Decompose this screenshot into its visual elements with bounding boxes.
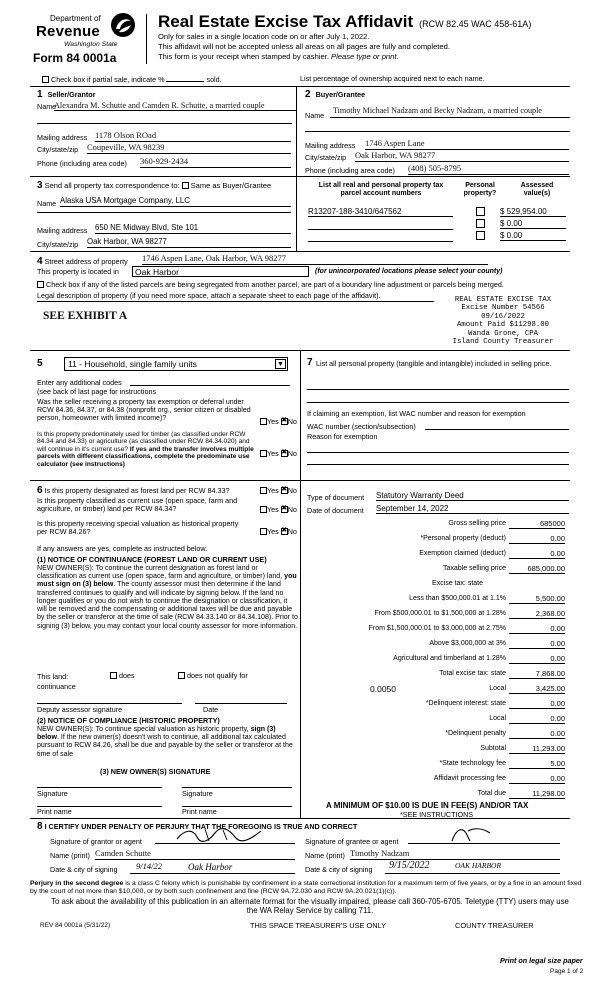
fee-row: Local 3,425.00: [489, 684, 565, 693]
correspondence-name-field[interactable]: Alaska USA Mortgage Company, LLC: [60, 197, 291, 207]
fee-row: Taxable selling price 685,000.00: [442, 564, 565, 573]
current-use-no-checkbox[interactable]: [281, 506, 288, 513]
fee-row: From $1,500,000.01 to $3,000,000 at 2.75% 0.00: [368, 624, 565, 633]
fee-row: Excise tax: state: [432, 580, 483, 587]
dor-logo: Department of Revenue Washington State Form 84 0001a: [30, 12, 142, 66]
use-code-select[interactable]: 11 - Household, single family units ▼: [64, 357, 288, 371]
fee-row: Agricultural and timberland at 1.28% 0.00: [393, 654, 565, 663]
same-as-buyer-checkbox[interactable]: [182, 182, 189, 189]
partial-sale-checkbox[interactable]: [42, 76, 49, 83]
historic-yes-checkbox[interactable]: [260, 528, 267, 535]
seller-city-field[interactable]: Coupeville, WA 98239: [87, 143, 291, 154]
wac-number-field[interactable]: [425, 421, 569, 430]
q2-yes-checkbox[interactable]: [260, 450, 267, 457]
street-address-field[interactable]: 1746 Aspen Lane, Oak Harbor, WA 98277: [142, 254, 488, 265]
buyer-city-field[interactable]: Oak Harbor, WA 98277: [355, 151, 569, 162]
q1-yes-checkbox[interactable]: [260, 418, 267, 425]
grantee-date-city-field[interactable]: 9/15/2022 OAK HARBOR: [385, 861, 560, 874]
grantor-date-city-field[interactable]: 9/14/22 Oak Harbor: [130, 862, 295, 874]
current-use-yes-checkbox[interactable]: [260, 506, 267, 513]
q1-no-checkbox[interactable]: [281, 418, 288, 425]
personal-property-deduct-field[interactable]: 0.00: [509, 535, 565, 544]
dropdown-arrow-icon[interactable]: ▼: [275, 359, 286, 369]
partial-sale-percent-field[interactable]: [166, 75, 204, 82]
seller-phone-field[interactable]: 360-929-2434: [140, 157, 291, 168]
fee-row: Less than $500,000.01 at 1.1% 5,500.00: [409, 594, 565, 603]
fee-row: Total excise tax: state 7,868.00: [439, 669, 565, 678]
additional-codes-field[interactable]: [130, 377, 290, 386]
correspondence-mail-field[interactable]: 650 NE Midway Blvd, Ste 101: [95, 224, 291, 234]
form-number: Form 84 0001a: [33, 51, 117, 65]
fee-row: *State technology fee 5.00: [439, 759, 565, 768]
total-due-field: 11,298.00: [509, 790, 565, 799]
fee-row: *Delinquent penalty 0.00: [445, 729, 565, 738]
exemption-claimed-field[interactable]: 0.00: [509, 550, 565, 559]
grantee-name-field[interactable]: Timothy Nadzam: [350, 849, 560, 860]
legal-description-field[interactable]: SEE EXHIBIT A: [43, 310, 128, 322]
fee-row: Gross selling price 685000: [448, 519, 565, 528]
assessed-value-field[interactable]: $ 529,954.00: [500, 207, 566, 217]
q2-no-checkbox[interactable]: [281, 450, 288, 457]
parcel-number-field[interactable]: R13207-188-3410/647562: [308, 207, 453, 217]
correspondence-city-field[interactable]: Oak Harbor, WA 98277: [87, 238, 291, 248]
segregated-checkbox[interactable]: [37, 281, 44, 288]
seller-heading: 1 Seller/Grantor: [37, 89, 96, 100]
seller-mail-field[interactable]: 1178 Olson ROad: [95, 131, 291, 142]
fee-row: *Delinquent interest: state 0.00: [425, 699, 565, 708]
partial-sale-row: Check box if partial sale, indicate % sold.: [42, 75, 222, 84]
fee-row: Affidavit processing fee 0.00: [433, 774, 565, 783]
fee-row: *Personal property (deduct) 0.00: [420, 534, 565, 543]
correspondence-heading: 3 Send all property tax correspondence to: Same as Buyer/Grantee: [37, 180, 272, 191]
buyer-phone-field[interactable]: (408) 505-8795: [408, 164, 569, 175]
treasurer-stamp: REAL ESTATE EXCISE TAX Excise Number 54566 09/16/2022 Amount Paid $11298.00 Wanda Grone, CPA Island County Treasurer: [434, 296, 572, 346]
grantor-signature-icon: [175, 827, 265, 843]
assessed-value-field[interactable]: $ 0.00: [500, 231, 566, 241]
gross-selling-price-field[interactable]: 685000: [509, 520, 565, 529]
grantor-name-field[interactable]: Camden Schutte: [95, 849, 295, 860]
fee-row: Above $3,000,000 at 3% 0.00: [429, 639, 565, 648]
historic-no-checkbox[interactable]: [281, 528, 288, 535]
seller-name-field[interactable]: Alexandra M. Schutte and Camden R. Schutte, a married couple: [54, 101, 296, 111]
grantor-signature-field[interactable]: [155, 830, 295, 844]
document-date-field[interactable]: September 14, 2022: [376, 504, 569, 514]
location-select[interactable]: Oak Harbor: [132, 266, 309, 277]
document-type-field[interactable]: Statutory Warranty Deed: [376, 491, 569, 501]
personal-property-checkbox[interactable]: [476, 231, 485, 240]
revenue-swirl-icon: [110, 12, 136, 38]
fee-row: Local 0.00: [489, 714, 565, 723]
minimum-due-note: A MINIMUM OF $10.00 IS DUE IN FEE(S) AND/OR TAX: [326, 801, 529, 810]
buyer-name-field[interactable]: Timothy Michael Nadzam and Becky Nadzam, a married couple: [333, 106, 542, 115]
land-does-not-checkbox[interactable]: [178, 672, 185, 679]
forest-yes-checkbox[interactable]: [260, 487, 267, 494]
grantee-signature-icon: [446, 825, 496, 843]
grantee-signature-field[interactable]: [408, 830, 560, 844]
land-does-checkbox[interactable]: [110, 672, 117, 679]
assessed-value-field[interactable]: $ 0.00: [500, 219, 566, 229]
certify-heading: 8 I CERTIFY UNDER PENALTY OF PERJURY THAT THE FOREGOING IS TRUE AND CORRECT: [37, 821, 358, 832]
taxable-selling-price-field: 685,000.00: [509, 565, 565, 574]
fee-row: Subtotal 11,293.00: [480, 744, 565, 753]
fee-row: From $500,000.01 to $1,500,000 at 1.28% 2,368.00: [374, 609, 565, 618]
buyer-heading: 2 Buyer/Grantee: [305, 89, 366, 100]
perjury-notice: Perjury in the second degree is a class C felony which is punishable by confinement in a state correctional institution for a maximum term of five years, or by a fine in an amount fixed by the court of not more than $10,000, or by both such confinement and fine (RCW 9A.72.030 and RCW 9A.20.021(1)(c)).: [30, 880, 582, 895]
fee-row: Total due 11,298.00: [477, 789, 565, 798]
buyer-mail-field[interactable]: 1746 Aspen Lane: [365, 139, 569, 150]
personal-property-checkbox[interactable]: [476, 219, 485, 228]
fee-row: Exemption claimed (deduct) 0.00: [419, 549, 565, 558]
personal-property-checkbox[interactable]: [476, 207, 485, 216]
local-rate: 0.0050: [370, 684, 396, 694]
page-title: Real Estate Excise Tax Affidavit (RCW 82.45 WAC 458-61A): [158, 12, 532, 31]
forest-no-checkbox[interactable]: [281, 487, 288, 494]
